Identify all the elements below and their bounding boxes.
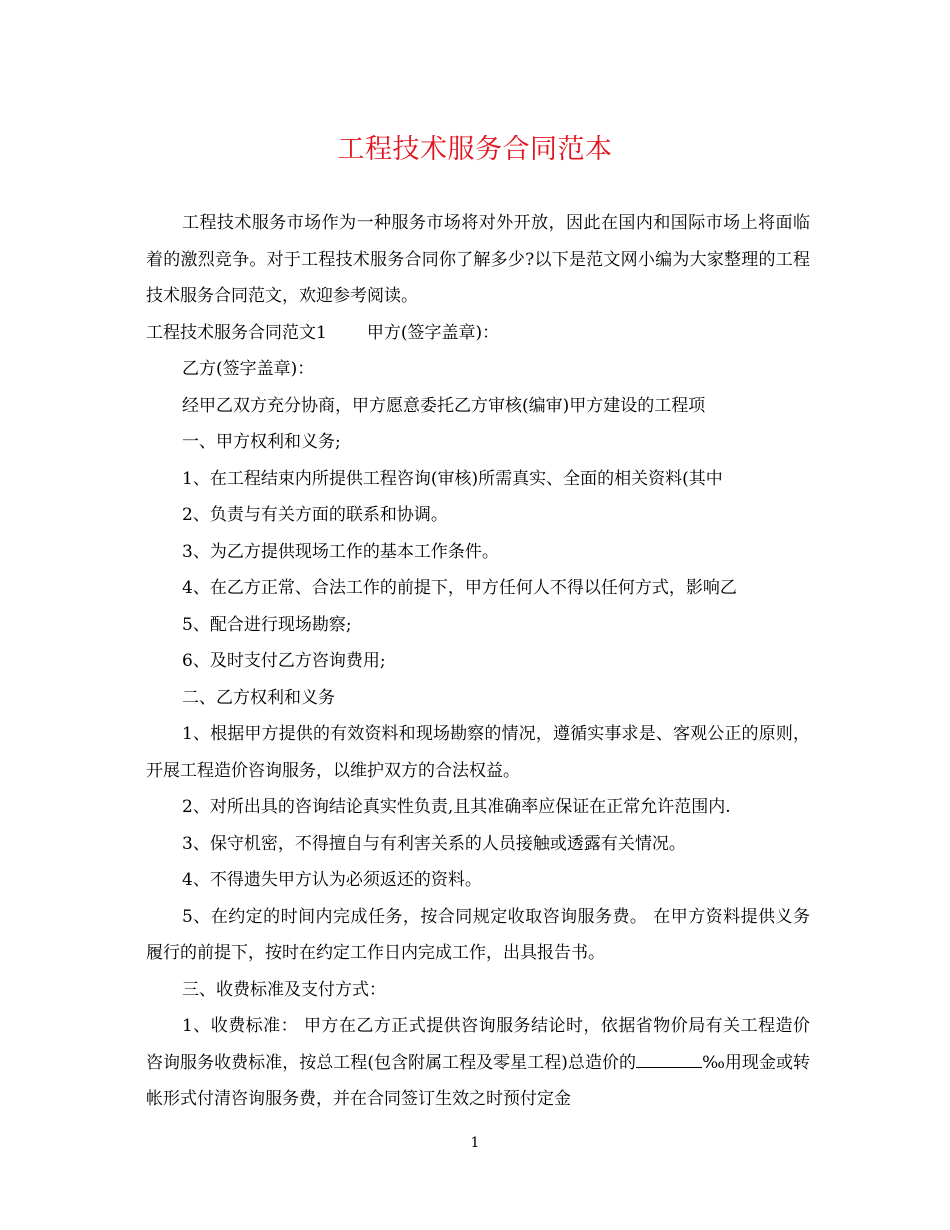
negotiation-paragraph: 经甲乙双方充分协商，甲方愿意委托乙方审核(编审)甲方建设的工程项 [182,395,706,416]
list-item: 3、保守机密，不得擅自与有利害关系的人员接触或透露有关情况。 [182,833,686,854]
list-item: 2、负责与有关方面的联系和协调。 [182,505,448,525]
list-item: 4、不得遗失甲方认为必须返还的资料。 [182,870,482,890]
sample-heading: 工程技术服务合同范文1 [146,322,327,343]
party-a-signature: 甲方(签字盖章)： [366,322,500,343]
party-b-signature: 乙方(签字盖章)： [182,359,315,379]
list-item: 5、在约定的时间内完成任务，按合同规定收取咨询服务费。 在甲方资料提供义务履行的前提下，按时在约定工作日内完成工作，出具报告书。 [146,906,810,963]
fee-standard-paragraph [146,1008,810,1118]
list-item: 1、根据甲方提供的有效资料和现场勘察的情况，遵循实事求是、客观公正的原则，开展工程造价咨询服务，以维护双方的合法权益。 [146,724,810,781]
sample-heading-line [146,315,810,352]
list-item: 2、对所出具的咨询结论真实性负责,且其准确率应保证在正常允许范围内. [182,797,731,817]
page-number: 1 [470,1135,480,1151]
section-heading: 一、甲方权利和义务; [182,432,341,452]
list-item: 5、配合进行现场勘察; [182,614,352,635]
list-item: 6、及时支付乙方咨询费用; [182,651,386,671]
section-heading: 二、乙方权利和义务 [182,687,335,708]
list-item: 3、为乙方提供现场工作的基本工作条件。 [182,541,499,562]
fee-standard-text: 1、收费标准： 甲方在乙方正式提供咨询服务结论时，依据省物价局有关工程造价咨询服务收费标准，按总工程(包含附属工程及零星工程)总造价的 [146,1016,810,1073]
intro-paragraph: 工程技术服务市场作为一种服务市场将对外开放，因此在国内和国际市场上将面临着的激烈竞争。对于工程技术服务合同你了解多少?以下是范文网小编为大家整理的工程技术服务合同范文，欢迎参考阅读。 [146,213,810,306]
document-body [146,205,810,1118]
document-title: 工程技术服务合同范本 [337,134,613,165]
section-heading: 三、收费标准及支付方式： [182,979,386,1000]
list-item: 1、在工程结束内所提供工程咨询(审核)所需真实、全面的相关资料(其中 [182,468,723,489]
fee-standard-text-cont: ‰用现金或转帐形式付清咨询服务费，并在合同签订生效之时预付定金 [146,1052,811,1109]
list-item: 4、在乙方正常、合法工作的前提下，甲方任何人不得以任何方式，影响乙 [182,578,737,598]
fill-in-blank [636,1053,702,1068]
